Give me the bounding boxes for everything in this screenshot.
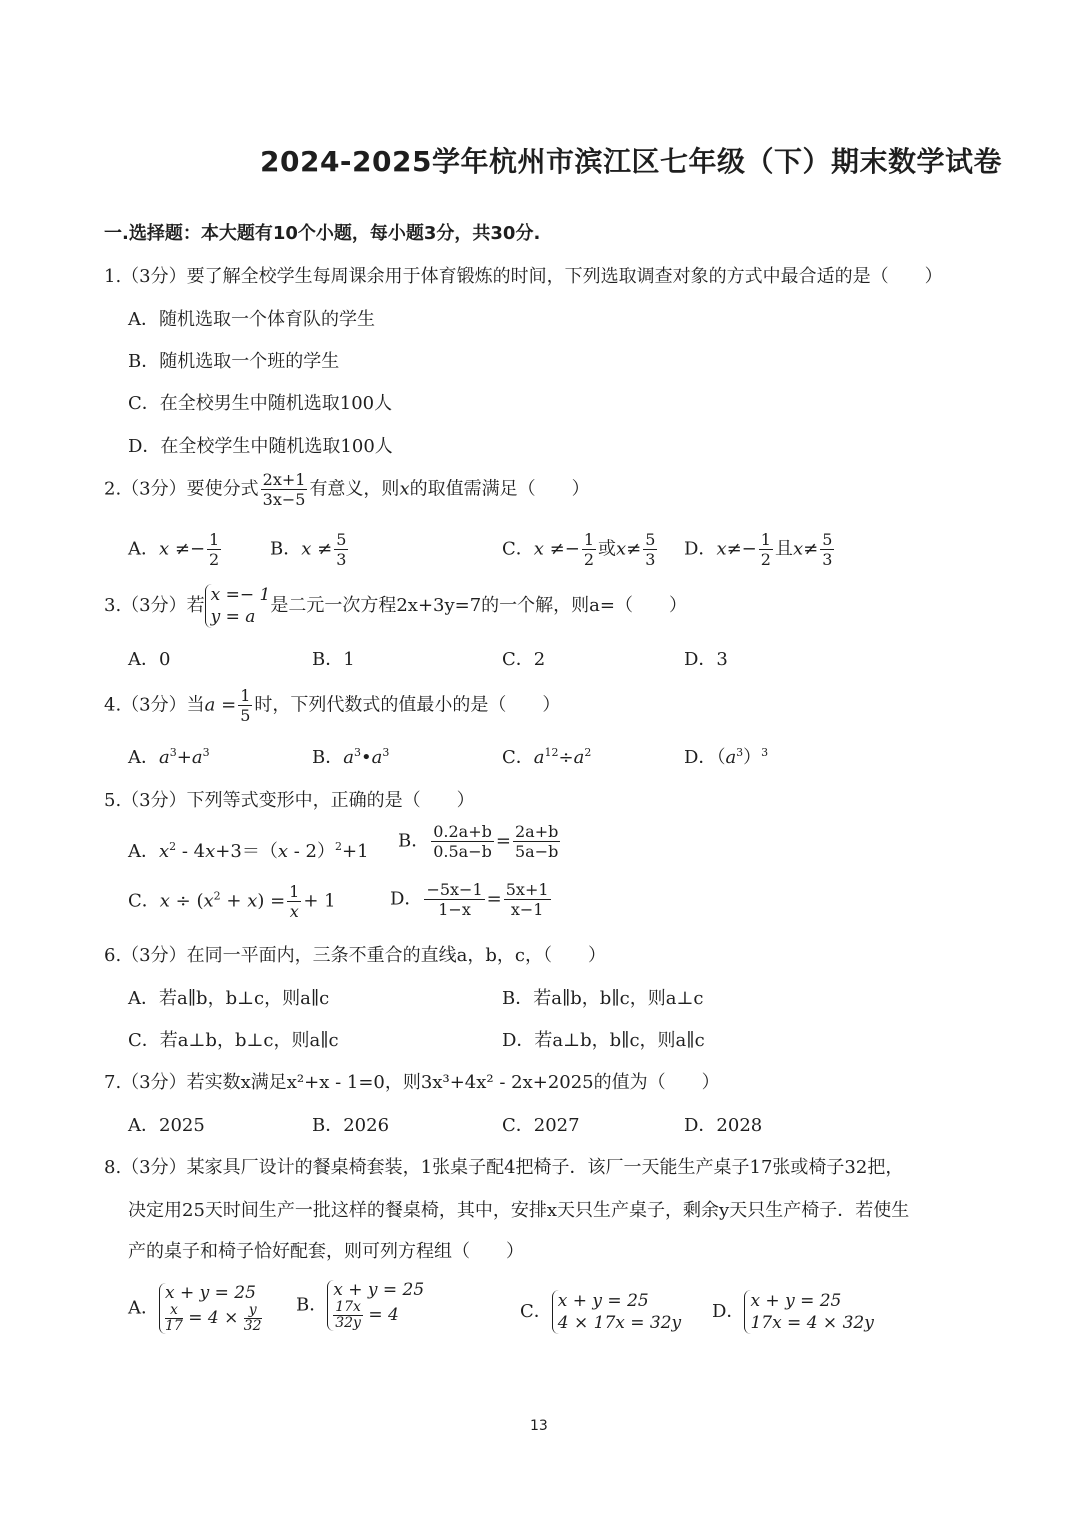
question-8-option-c: C． x + y = 25 4 × 17x = 32y: [520, 1291, 682, 1333]
fraction: $\frac{2x+1}{3x-5}$: [262, 470, 306, 509]
question-2-option-c: C．x ≠− $\frac{1}{2}$ 或x≠ $\frac{5}{3}$: [502, 530, 656, 569]
question-5-option-a: A．$x^2 - 4x+3=(x - 2)^2+1$: [128, 840, 369, 862]
question-3-stem: 3.（3分）若 x =− 1 y = a 是二元一次方程2x+3y=7的一个解，则a=（ ）: [104, 585, 687, 627]
question-5-option-d: D． $\frac{-5x-1}{1-x}$ = $\frac{5x+1}{x-1}$: [390, 880, 549, 919]
question-3-option-d: D．3: [684, 649, 728, 670]
question-2-option-d: D．x≠− $\frac{1}{2}$ 且x≠ $\frac{5}{3}$: [684, 530, 833, 569]
question-6-option-b: B．若a∥b，b∥c，则a⊥c: [502, 988, 704, 1009]
question-1-option-b: B．随机选取一个班的学生: [128, 351, 340, 372]
question-8-stem-line-3: 产的桌子和椅子恰好配套，则可列方程组（ ）: [128, 1241, 524, 1262]
question-6-option-d: D．若a⊥b，b∥c，则a∥c: [502, 1030, 705, 1051]
question-3-option-c: C．2: [502, 649, 546, 670]
question-7-option-d: D．2028: [684, 1115, 763, 1136]
question-5-stem: 5.（3分）下列等式变形中，正确的是（ ）: [104, 790, 475, 811]
question-4-option-c: C．$a^{12}\div a^2$: [502, 746, 592, 768]
question-6-option-a: A．若a∥b，b⊥c，则a∥c: [128, 988, 330, 1009]
question-3-option-a: A．0: [128, 649, 171, 670]
question-7-stem: 7.（3分）若实数x满足x²+x - 1=0，则3x³+4x² - 2x+2025的值为（ ）: [104, 1072, 720, 1093]
question-5-option-b: B． $\frac{0.2a+b}{0.5a-b}$ = $\frac{2a+b}{5a-b}$: [398, 822, 559, 861]
question-8-option-d: D． x + y = 25 17x = 4 × 32y: [712, 1291, 874, 1333]
question-8-stem-line-1: 8.（3分）某家具厂设计的餐桌椅套装，1张桌子配4把椅子．该厂一天能生产桌子17张或椅子32把，: [104, 1157, 904, 1178]
question-8-option-a: A． x + y = 25 $\frac{x}{17}$ = 4 × $\frac{y}{32}$: [128, 1283, 262, 1334]
question-4-option-b: B．$a^3•a^3$: [312, 746, 390, 768]
section-heading: 一.选择题：本大题有10个小题，每小题3分，共30分.: [104, 223, 541, 244]
question-6-option-c: C．若a⊥b，b⊥c，则a∥c: [128, 1030, 339, 1051]
page-number: 13: [530, 1418, 548, 1434]
question-4-stem: 4.（3分）当a = $\frac{1}{5}$ 时，下列代数式的值最小的是（ ）: [104, 686, 561, 725]
question-4-option-a: A．$a^3+a^3$: [128, 746, 210, 768]
question-1-stem: 1.（3分）要了解全校学生每周课余用于体育锻炼的时间，下列选取调查对象的方式中最合适的是（ ）: [104, 266, 943, 287]
question-5-option-c: C．$x \div (x^2 + x)$ = $\frac{1}{x}$ + 1: [128, 882, 336, 921]
question-7-option-c: C．2027: [502, 1115, 580, 1136]
question-2-stem: 2.（3分）要使分式 $\frac{2x+1}{3x-5}$ 有意义，则x的取值需满足（ ）: [104, 470, 590, 509]
question-7-option-b: B．2026: [312, 1115, 390, 1136]
question-1-option-c: C．在全校男生中随机选取100人: [128, 393, 393, 414]
question-8-stem-line-2: 决定用25天时间生产一批这样的餐桌椅，其中，安排x天只生产桌子，剩余y天只生产椅子．若使生: [128, 1200, 910, 1221]
page-title: 2024-2025学年杭州市滨江区七年级（下）期末数学试卷: [260, 145, 1002, 178]
question-1-option-a: A．随机选取一个体育队的学生: [128, 309, 375, 330]
question-1-option-d: D．在全校学生中随机选取100人: [128, 436, 393, 457]
question-4-option-d: D．$(a^3)^3$: [684, 746, 769, 768]
question-7-option-a: A．2025: [128, 1115, 205, 1136]
question-3-option-b: B．1: [312, 649, 355, 670]
question-2-option-a: A．x ≠− $\frac{1}{2}$: [128, 530, 220, 569]
equation-system: x =− 1 y = a: [205, 584, 271, 628]
question-6-stem: 6.（3分）在同一平面内，三条不重合的直线a，b，c，（ ）: [104, 945, 606, 966]
question-8-option-b: B． x + y = 25 $\frac{17x}{32y}$ = 4: [296, 1280, 425, 1331]
question-2-option-b: B．x ≠ $\frac{5}{3}$: [270, 530, 347, 569]
